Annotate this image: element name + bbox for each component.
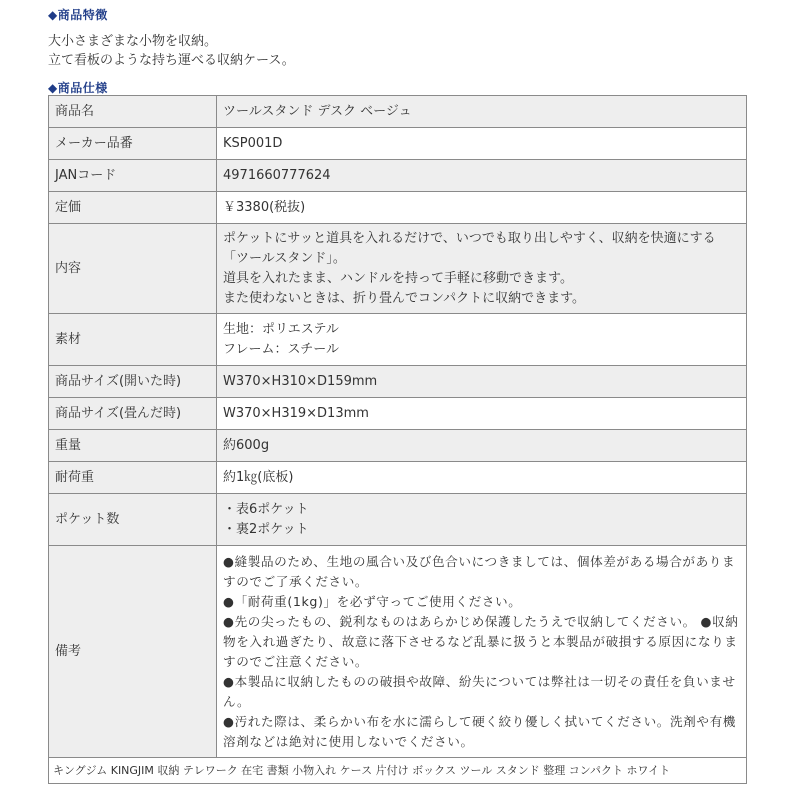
spec-value-line: ツールスタンド デスク ベージュ — [223, 103, 412, 119]
spec-label: メーカー品番 — [49, 128, 217, 160]
specs-heading: ◆商品仕様 — [48, 81, 108, 95]
spec-row-price — [49, 192, 747, 224]
spec-row-notes — [49, 546, 747, 758]
features-line: 大小さまざまな小物を収納。 — [48, 34, 218, 49]
spec-value-line: ・表6ポケット — [223, 501, 309, 517]
spec-value — [217, 314, 747, 366]
spec-value-line: 4971660777624 — [223, 167, 331, 183]
spec-value — [217, 96, 747, 128]
spec-label: JANコード — [49, 160, 217, 192]
spec-value-line: また使わないときは、折り畳んでコンパクトに収納できます。 — [223, 290, 586, 306]
spec-value-line: フレーム：スチール — [223, 341, 339, 357]
spec-value — [217, 224, 747, 314]
spec-value-line: ￥3380(税抜) — [223, 199, 306, 215]
spec-value-line: ポケットにサッと道具を入れるだけで、いつでも取り出しやすく、収納を快適にする — [223, 230, 716, 246]
spec-value-line: 物を入れ過ぎたり、故意に落下させるなど乱暴に扱うと本製品が破損する原因になりま — [223, 633, 738, 649]
spec-label: 重量 — [49, 430, 217, 462]
spec-row-load-capacity — [49, 462, 747, 494]
spec-value-line: 約1㎏(底板) — [223, 469, 294, 485]
features-text — [48, 32, 295, 70]
spec-row-product-name — [49, 96, 747, 128]
spec-label: 商品サイズ(開いた時) — [49, 366, 217, 398]
spec-value-line: ●先の尖ったもの、鋭利なものはあらかじめ保護したうえで収納してください。 ●収納 — [223, 613, 739, 629]
spec-row-weight — [49, 430, 747, 462]
spec-row-size-open — [49, 366, 747, 398]
spec-value-line: 生地：ポリエステル — [223, 321, 339, 337]
spec-value — [217, 398, 747, 430]
spec-label: 備考 — [49, 546, 217, 758]
spec-value-line: ●本製品に収納したものの破損や故障、紛失については弊社は一切その責任を負いませ — [223, 673, 736, 689]
spec-value-line: すのでご注意ください。 — [223, 653, 369, 669]
spec-value — [217, 430, 747, 462]
spec-value-line: すのでご了承ください。 — [223, 573, 369, 589]
spec-value-line: W370×H310×D159mm — [223, 373, 378, 389]
spec-value-line: ●汚れた際は、柔らかい布を水に濡らして硬く絞り優しく拭いてください。洗剤や有機 — [223, 713, 736, 729]
spec-value-line: 道具を入れたまま、ハンドルを持って手軽に移動できます。 — [223, 270, 573, 286]
spec-label: 定価 — [49, 192, 217, 224]
spec-label: 内容 — [49, 224, 217, 314]
spec-value-line: ん。 — [223, 693, 251, 709]
spec-row-jan-code — [49, 160, 747, 192]
spec-label: 素材 — [49, 314, 217, 366]
spec-row-material — [49, 314, 747, 366]
spec-value — [217, 160, 747, 192]
spec-label: 耐荷重 — [49, 462, 217, 494]
spec-row-keywords — [49, 758, 747, 784]
spec-value-line: 約600g — [223, 437, 270, 453]
spec-value-line: W370×H319×D13mm — [223, 405, 369, 421]
spec-label: 商品名 — [49, 96, 217, 128]
spec-row-contents — [49, 224, 747, 314]
spec-value-line: ・裏2ポケット — [223, 521, 309, 537]
spec-value-line: 「ツールスタンド」。 — [223, 250, 346, 266]
spec-row-pockets — [49, 494, 747, 546]
spec-value-line: ●縫製品のため、生地の風合い及び色合いにつきましては、個体差がある場合がありま — [223, 553, 736, 569]
spec-table — [48, 95, 747, 784]
spec-value — [217, 494, 747, 546]
spec-value — [217, 128, 747, 160]
spec-row-size-folded — [49, 398, 747, 430]
spec-value-line: ●「耐荷重(1kg)」を必ず守ってご使用ください。 — [223, 593, 522, 609]
spec-value — [217, 192, 747, 224]
spec-value-line: 溶剤などは絶対に使用しないでください。 — [223, 733, 474, 749]
spec-value — [217, 546, 747, 758]
spec-label: ポケット数 — [49, 494, 217, 546]
spec-row-maker-code — [49, 128, 747, 160]
keywords-text: キングジム KINGJIM 収納 テレワーク 在宅 書類 小物入れ ケース 片付け ボックス ツール スタンド 整理 コンパクト ホワイト — [49, 758, 747, 784]
features-heading: ◆商品特徴 — [48, 8, 108, 22]
spec-label: 商品サイズ(畳んだ時) — [49, 398, 217, 430]
features-line: 立て看板のような持ち運べる収納ケース。 — [48, 53, 295, 68]
spec-value — [217, 462, 747, 494]
spec-value — [217, 366, 747, 398]
spec-value-line: KSP001D — [223, 135, 283, 151]
